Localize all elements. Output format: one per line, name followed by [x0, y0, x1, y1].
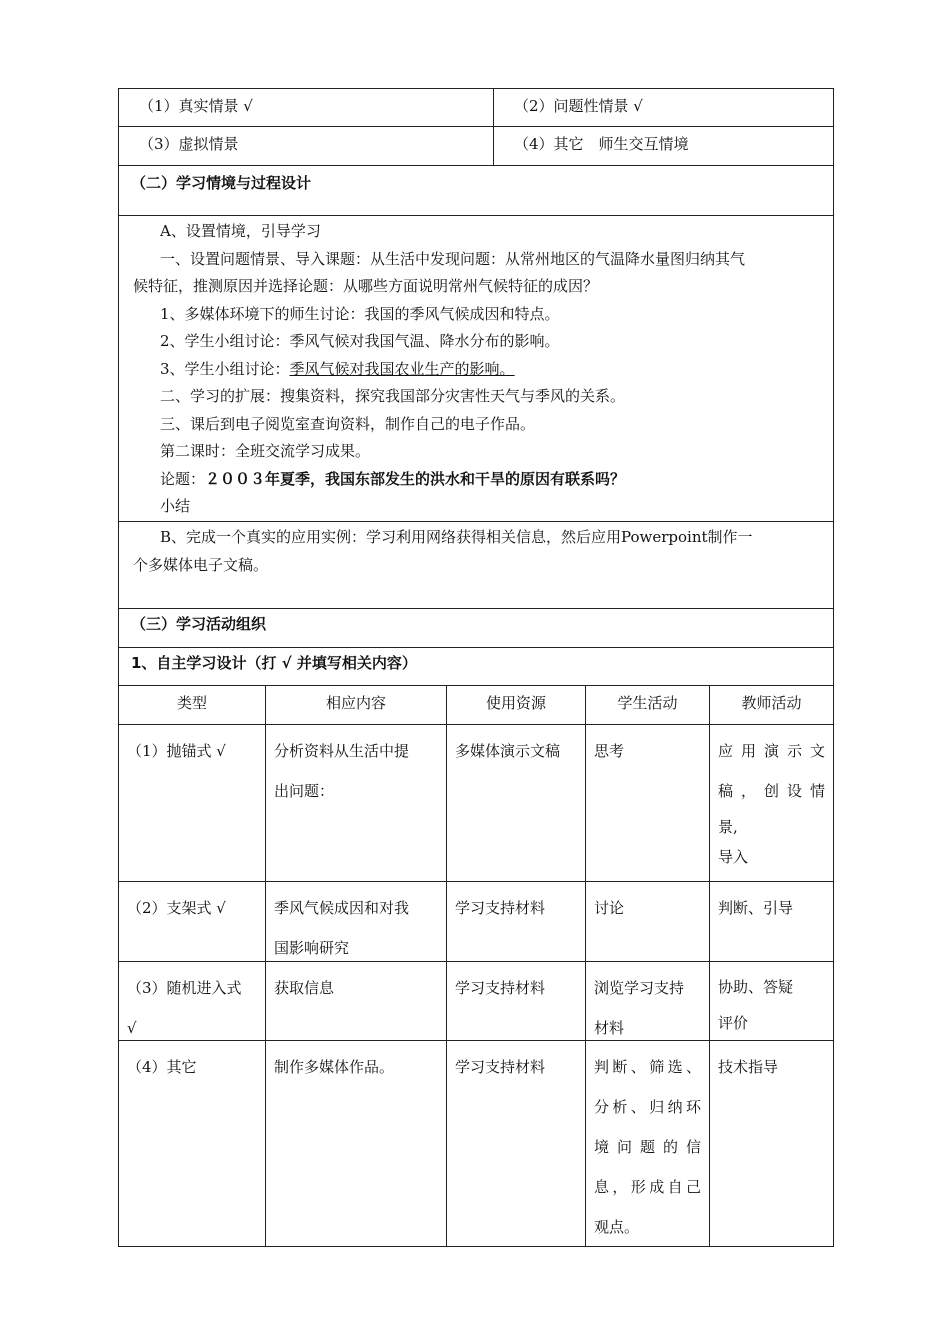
- cell-resource: [447, 1041, 586, 1246]
- cell-teacher: [710, 1041, 833, 1246]
- line-topic-label: 论题：: [160, 469, 206, 488]
- situation-row-1: [118, 88, 834, 127]
- line-a-heading: A、设置情境，引导学习: [160, 222, 321, 240]
- cell-teacher: [710, 725, 833, 881]
- header-type: 类型: [119, 686, 266, 724]
- situation-row-2: [118, 127, 834, 166]
- section2-b-block: [118, 522, 834, 609]
- table-header-row: [118, 686, 834, 725]
- section2-title-row: [118, 166, 834, 216]
- cell-student: [586, 962, 710, 1040]
- cell-type-line: （3）随机进入式: [127, 979, 242, 997]
- header-content: 相应内容: [266, 686, 447, 724]
- cell-type-line: （2）支架式 √: [127, 899, 226, 917]
- cell-resource: [447, 725, 586, 881]
- line-after-class: 三、课后到电子阅览室查询资料，制作自己的电子作品。: [160, 414, 536, 433]
- cell-teacher: [710, 962, 833, 1040]
- cell-teacher-line: 协助、答疑: [718, 978, 794, 996]
- line-second-lesson: 第二课时：全班交流学习成果。: [160, 442, 371, 460]
- line-discussion-3-label: 3、学生小组讨论：: [160, 359, 290, 378]
- cell-teacher-line: 评价: [718, 1014, 749, 1032]
- cell-teacher-line: 稿 ， 创 设 情: [718, 782, 825, 800]
- cell-content-line: 国影响研究: [274, 939, 350, 957]
- cell-student-line: 息，形成自己: [594, 1178, 701, 1196]
- cell-student-line: 思考: [594, 742, 625, 760]
- line-discussion-3-topic: 季风气候对我国农业生产的影响。: [289, 359, 515, 378]
- table-row: [118, 1041, 834, 1247]
- line-discussion-3: [133, 356, 819, 384]
- table-row: [118, 962, 834, 1041]
- cell-teacher-line: 应 用 演 示 文: [718, 742, 825, 760]
- line-discussion-1: 1、多媒体环境下的师生讨论：我国的季风气候成因和特点。: [160, 304, 560, 323]
- cell-resource-line: 学习支持材料: [455, 1058, 546, 1076]
- line-topic-question: ２００３年夏季，我国东部发生的洪水和干旱的原因有联系吗？: [205, 469, 626, 488]
- cell-content-line: 获取信息: [274, 979, 335, 997]
- cell-teacher: [710, 882, 833, 961]
- cell-content-line: 制作多媒体作品。: [274, 1058, 395, 1076]
- cell-student-line: 浏览学习支持: [594, 979, 685, 997]
- cell-student: [586, 725, 710, 881]
- cell-resource-line: 多媒体演示文稿: [455, 742, 561, 760]
- cell-content: [266, 882, 447, 961]
- situation-problem: （2）问题性情景 √: [514, 97, 643, 115]
- line-discussion-2: 2、学生小组讨论：季风气候对我国气温、降水分布的影响。: [160, 332, 560, 350]
- cell-student-line: 境 问 题 的 信: [594, 1138, 701, 1156]
- cell-resource-line: 学习支持材料: [455, 979, 546, 997]
- cell-content: [266, 725, 447, 881]
- table-row: [118, 725, 834, 882]
- situation-real: （1）真实情景 √: [119, 89, 494, 126]
- cell-student-line: 判断、筛选、: [594, 1058, 701, 1076]
- situation-other: （4）其它 师生交互情境: [514, 135, 689, 153]
- cell-content-line: 分析资料从生活中提: [274, 742, 410, 760]
- cell-resource: [447, 882, 586, 961]
- section2-a-paragraphs: [119, 216, 833, 521]
- cell-type: [119, 962, 266, 1040]
- cell-type: [119, 1041, 266, 1246]
- cell-student-line: 讨论: [594, 899, 625, 917]
- cell-type-line: （1）抛锚式 √: [127, 742, 226, 760]
- cell-student: [586, 1041, 710, 1246]
- cell-type-line: （4）其它: [127, 1058, 197, 1076]
- section3-title-row: [118, 609, 834, 648]
- line-b-1: B、完成一个真实的应用实例：学习利用网络获得相关信息，然后应用Powerpoint制作一: [160, 528, 753, 546]
- cell-student-line: 分析、归纳环: [594, 1098, 701, 1116]
- cell-teacher-line: 技术指导: [718, 1058, 779, 1076]
- cell-student: [586, 882, 710, 961]
- line-b-2: 个多媒体电子文稿。: [133, 555, 269, 574]
- cell-resource-line: 学习支持材料: [455, 899, 546, 917]
- section3-subtitle: 1、自主学习设计（打 √ 并填写相关内容）: [131, 654, 417, 672]
- situation-virtual: （3）虚拟情景: [119, 127, 494, 165]
- document-table: [118, 88, 834, 1247]
- header-teacher: 教师活动: [741, 694, 802, 712]
- section3-subtitle-row: [118, 648, 834, 686]
- section2-b-paragraphs: [119, 522, 833, 579]
- cell-content-line: 出问题：: [274, 782, 335, 800]
- cell-type-line: √: [127, 1019, 137, 1037]
- section2-a-block: [118, 216, 834, 522]
- line-intro-1: 一、设置问题情景、导入课题：从生活中发现问题：从常州地区的气温降水量图归纳其气: [160, 249, 746, 268]
- table-row: [118, 882, 834, 962]
- cell-type: [119, 725, 266, 881]
- cell-content: [266, 962, 447, 1040]
- cell-type: [119, 882, 266, 961]
- cell-teacher-line: 导入: [718, 848, 749, 866]
- cell-student-line: 材料: [594, 1019, 625, 1037]
- line-summary: 小结: [160, 497, 191, 515]
- line-intro-2: 候特征，推测原因并选择论题：从哪些方面说明常州气候特征的成因？: [133, 277, 599, 295]
- cell-content-line: 季风气候成因和对我: [274, 899, 410, 917]
- section2-title: （二）学习情境与过程设计: [131, 174, 312, 192]
- cell-resource: [447, 962, 586, 1040]
- cell-teacher-line: 判断、引导: [718, 899, 794, 917]
- header-student: 学生活动: [586, 686, 710, 724]
- cell-content: [266, 1041, 447, 1246]
- header-resource: 使用资源: [447, 686, 586, 724]
- line-extension: 二、学习的扩展：搜集资料，探究我国部分灾害性天气与季风的关系。: [160, 387, 626, 405]
- cell-teacher-line: 景,: [718, 818, 738, 836]
- cell-student-line: 观点。: [594, 1218, 640, 1236]
- section3-title: （三）学习活动组织: [131, 615, 267, 633]
- line-topic: [133, 466, 819, 494]
